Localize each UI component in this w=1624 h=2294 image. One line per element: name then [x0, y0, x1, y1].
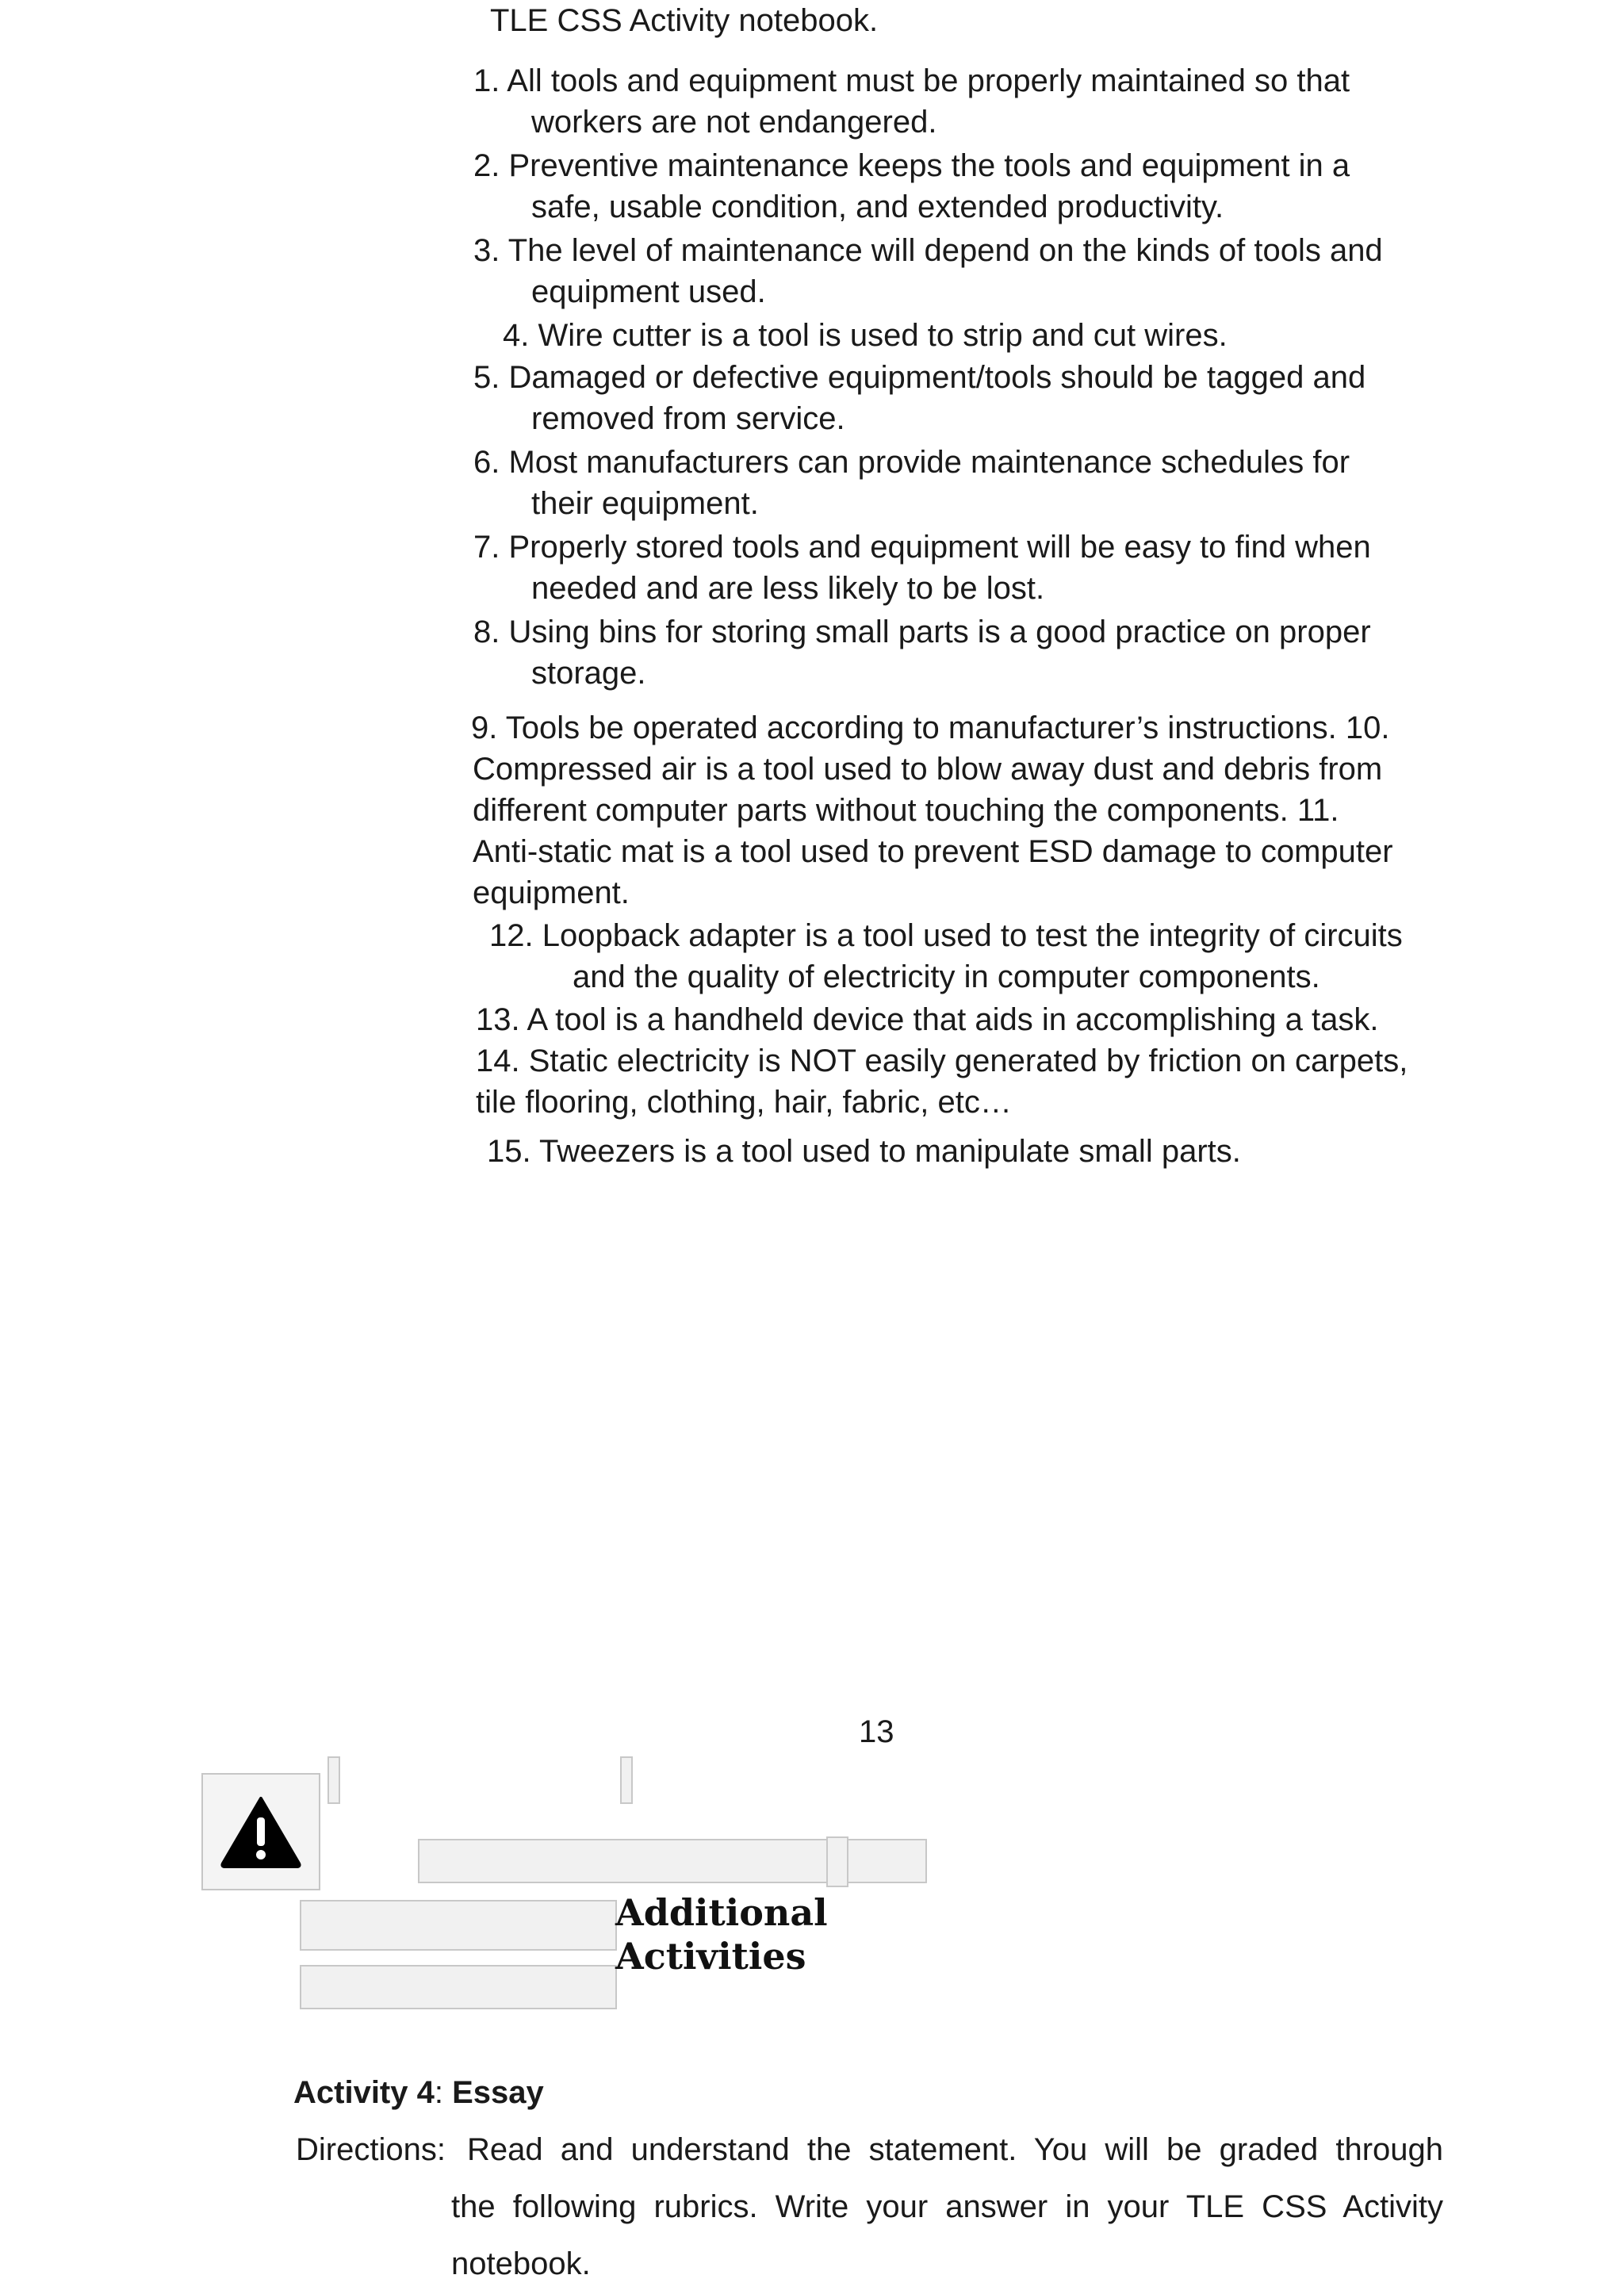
paragraph-line-2: Compressed air is a tool used to blow away dust and debris from: [473, 752, 1383, 787]
banner-bar-top: [418, 1839, 927, 1883]
list-item-12-line1: 12. Loopback adapter is a tool used to test the integrity of circuits: [489, 918, 1403, 953]
directions-line-1: Read and understand the statement. You will be graded through: [467, 2132, 1443, 2167]
banner-bar-middle: [300, 1900, 617, 1951]
list-item-14-line2: tile flooring, clothing, hair, fabric, etc…: [476, 1085, 1012, 1120]
banner-bar-bottom: [300, 1965, 617, 2009]
decor-bar-1: [327, 1756, 340, 1804]
paragraph-line-4: Anti-static mat is a tool used to prevent ESD damage to computer: [473, 834, 1393, 869]
paragraph-line-3: different computer parts without touching the components. 11.: [473, 793, 1339, 828]
activity-heading: [293, 2072, 544, 2113]
paragraph-line-5: equipment.: [473, 875, 630, 910]
decor-bar-2: [620, 1756, 633, 1804]
directions-line-3: notebook.: [451, 2246, 591, 2281]
list-item-12-line2: and the quality of electricity in computer components.: [573, 959, 1320, 994]
list-item-8-line2: storage.: [531, 656, 646, 691]
directions-line-2: the following rubrics. Write your answer in your TLE CSS Activity: [451, 2189, 1443, 2224]
activity-name: Essay: [452, 2075, 544, 2110]
list-item-15: 15. Tweezers is a tool used to manipulate small parts.: [487, 1134, 1241, 1169]
list-item-1-line1: 1. All tools and equipment must be properly maintained so that: [473, 63, 1350, 98]
list-item-14-line1: 14. Static electricity is NOT easily generated by friction on carpets,: [476, 1044, 1408, 1078]
list-item-7-line2: needed and are less likely to be lost.: [531, 571, 1045, 606]
list-item-6-line1: 6. Most manufacturers can provide maintenance schedules for: [473, 445, 1350, 480]
list-item-6-line2: their equipment.: [531, 486, 759, 521]
list-item-3-line1: 3. The level of maintenance will depend on the kinds of tools and: [473, 233, 1383, 268]
page-number: 13: [859, 1714, 894, 1749]
list-item-3-line2: equipment used.: [531, 274, 766, 309]
warning-icon-box: [201, 1773, 320, 1890]
list-item-2-line1: 2. Preventive maintenance keeps the tools and equipment in a: [473, 148, 1350, 183]
list-item-13: 13. A tool is a handheld device that aids in accomplishing a task.: [476, 1002, 1379, 1037]
activity-label: Activity 4: [293, 2075, 435, 2110]
list-item-2-line2: safe, usable condition, and extended productivity.: [531, 190, 1224, 224]
header-line: TLE CSS Activity notebook.: [490, 3, 879, 38]
banner-title-line1: Additional: [615, 1891, 828, 1934]
activity-separator: :: [434, 2075, 453, 2110]
directions-label: Directions:: [296, 2132, 446, 2167]
list-item-4-line1: 4. Wire cutter is a tool is used to strip and cut wires.: [503, 318, 1228, 353]
decor-bar-3: [826, 1836, 848, 1887]
list-item-5-line2: removed from service.: [531, 401, 845, 436]
list-item-7-line1: 7. Properly stored tools and equipment will be easy to find when: [473, 530, 1371, 565]
paragraph-line-1: 9. Tools be operated according to manufacturer’s instructions. 10.: [471, 710, 1390, 745]
list-item-8-line1: 8. Using bins for storing small parts is a good practice on proper: [473, 615, 1371, 649]
list-item-1-line2: workers are not endangered.: [531, 105, 937, 140]
warning-icon: [220, 1795, 302, 1868]
list-item-5-line1: 5. Damaged or defective equipment/tools should be tagged and: [473, 360, 1366, 395]
banner-title-line2: Activities: [615, 1935, 806, 1978]
